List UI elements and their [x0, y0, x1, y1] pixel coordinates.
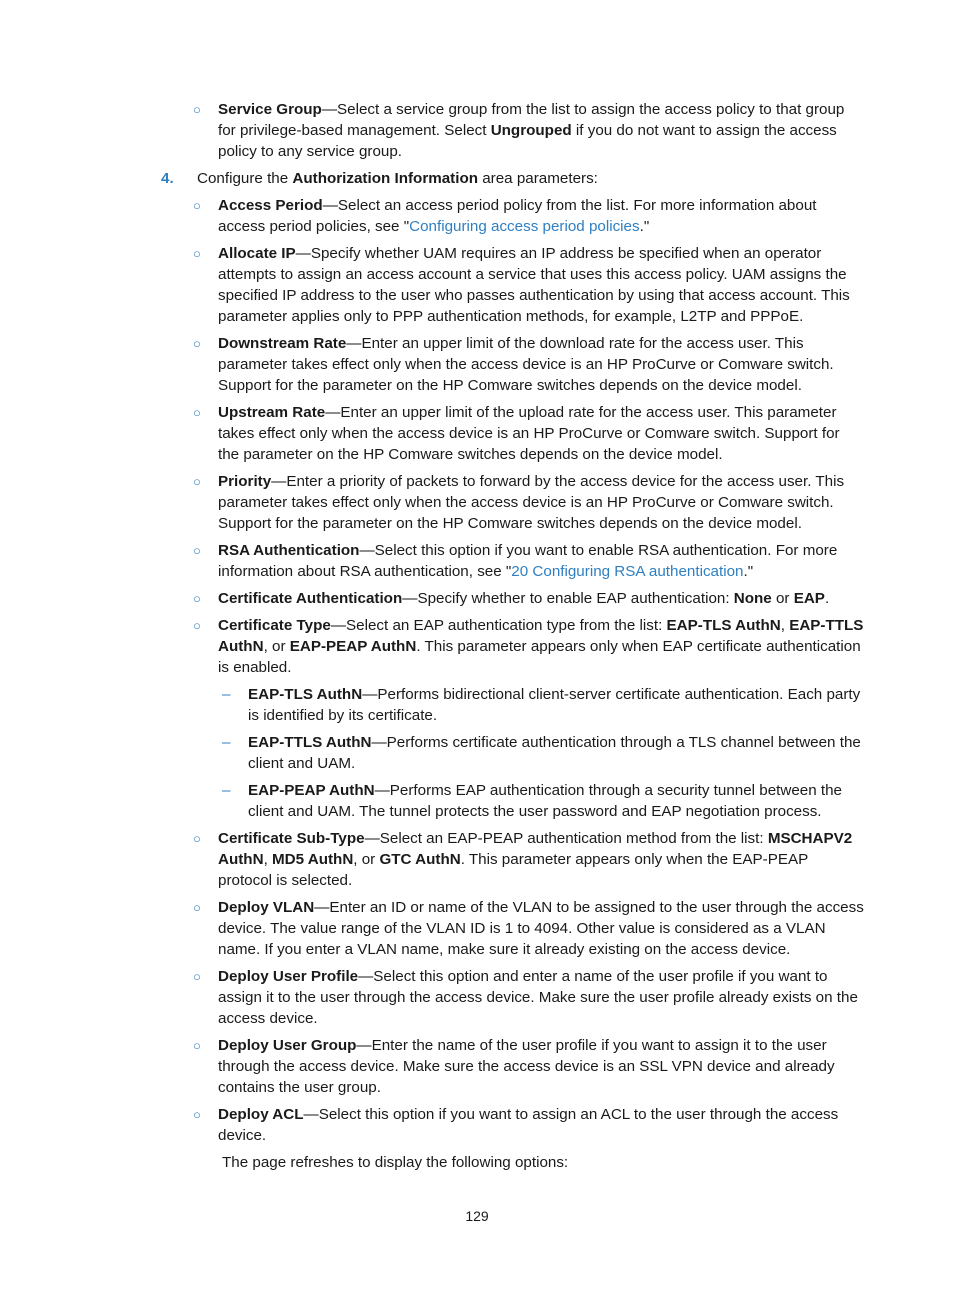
bullet-icon: ○	[193, 900, 201, 915]
bullet-icon: ○	[193, 1107, 201, 1122]
dash-icon: –	[222, 686, 231, 703]
dash-icon: –	[222, 782, 231, 799]
page-number: 129	[465, 1208, 489, 1224]
link-rsa-authentication[interactable]: 20 Configuring RSA authentication	[511, 563, 744, 580]
sub-list-item: – EAP-PEAP AuthN—Performs EAP authentication through a security tunnel between the client and UAM. The tunnel protects the user password and EAP negotiation process.	[222, 782, 843, 820]
list-item: ○ Certificate Type—Select an EAP authentication type from the list: EAP-TLS AuthN, EAP-TTLS AuthN, or EAP-PEAP AuthN. This parameter appears only when EAP certificate authentication is enabled.	[193, 617, 864, 676]
list-item: ○ Allocate IP—Specify whether UAM requires an IP address be specified when an operator attempts to assign an access account a service that uses this access policy. UAM assigns the specified IP address to the user who passes authentication by using that access account. This parameter applies only to PPP authentication methods, for example, L2TP and PPPoE.	[193, 245, 850, 325]
trailing-text: The page refreshes to display the following options:	[222, 1154, 569, 1171]
list-item: ○ RSA Authentication—Select this option if you want to enable RSA authentication. For more information about RSA authentication, see "20 Configuring RSA authentication."	[193, 542, 838, 580]
document-body	[0, 99, 954, 1173]
dash-icon: –	[222, 734, 231, 751]
bullet-icon: ○	[193, 831, 201, 846]
list-item: ○ Upstream Rate—Enter an upper limit of the upload rate for the access user. This parameter takes effect only when the access device is an HP ProCurve or Comware switch. Support for the parameter on the HP Comware switches depends on the device model.	[193, 404, 840, 463]
list-item: ○ Deploy User Group—Enter the name of the user profile if you want to assign it to the user through the access device. Make sure the access device is an SSL VPN device and already contains the user group.	[193, 1037, 835, 1096]
bullet-icon: ○	[193, 543, 201, 558]
bullet-icon: ○	[193, 1038, 201, 1053]
list-item: ○ Deploy ACL—Select this option if you want to assign an ACL to the user through the access device.	[193, 1106, 839, 1144]
bullet-icon: ○	[193, 336, 201, 351]
bullet-icon: ○	[193, 246, 201, 261]
step-item: 4. Configure the Authorization Information area parameters:	[161, 170, 598, 187]
list-item: ○ Deploy User Profile—Select this option and enter a name of the user profile if you want to assign it to the user through the access device. Make sure the user profile already exists on the access device.	[193, 968, 858, 1027]
list-item: ○ Certificate Sub-Type—Select an EAP-PEAP authentication method from the list: MSCHAPV2 AuthN, MD5 AuthN, or GTC AuthN. This parameter appears only when the EAP-PEAP protocol is selected.	[193, 830, 853, 889]
bullet-icon: ○	[193, 591, 201, 606]
bullet-icon: ○	[193, 474, 201, 489]
sub-list-item: – EAP-TTLS AuthN—Performs certificate authentication through a TLS channel between the client and UAM.	[222, 734, 861, 772]
term: Service Group	[218, 101, 322, 118]
bullet-icon: ○	[193, 618, 201, 633]
sub-list-item: – EAP-TLS AuthN—Performs bidirectional client-server certificate authentication. Each party is identified by its certificate.	[222, 686, 861, 724]
link-access-period[interactable]: Configuring access period policies	[409, 218, 640, 235]
list-item: ○ Access Period—Select an access period policy from the list. For more information about access period policies, see "Configuring access period policies."	[193, 197, 817, 235]
step-number: 4.	[161, 170, 174, 187]
bullet-icon: ○	[193, 405, 201, 420]
bullet-icon: ○	[193, 102, 201, 117]
bullet-icon: ○	[193, 198, 201, 213]
list-item: ○ Certificate Authentication—Specify whether to enable EAP authentication: None or EAP.	[193, 590, 830, 607]
list-item: ○ Priority—Enter a priority of packets to forward by the access device for the access user. This parameter takes effect only when the access device is an HP ProCurve or Comware switch. Support for the parameter on the HP Comware switches depends on the device model.	[193, 473, 845, 532]
list-item: ○ Service Group—Select a service group from the list to assign the access policy to that group for privilege-based management. Select Ungrouped if you do not want to assign the access policy to any service group.	[193, 101, 845, 160]
list-item: ○ Downstream Rate—Enter an upper limit of the download rate for the access user. This parameter takes effect only when the access device is an HP ProCurve or Comware switch. Support for the parameter on the HP Comware switches depends on the device model.	[193, 335, 834, 394]
bullet-icon: ○	[193, 969, 201, 984]
list-item: ○ Deploy VLAN—Enter an ID or name of the VLAN to be assigned to the user through the access device. The value range of the VLAN ID is 1 to 4094. Other value is considered as a VLAN name. If you enter a VLAN name, make sure it already existing on the access device.	[193, 899, 864, 958]
